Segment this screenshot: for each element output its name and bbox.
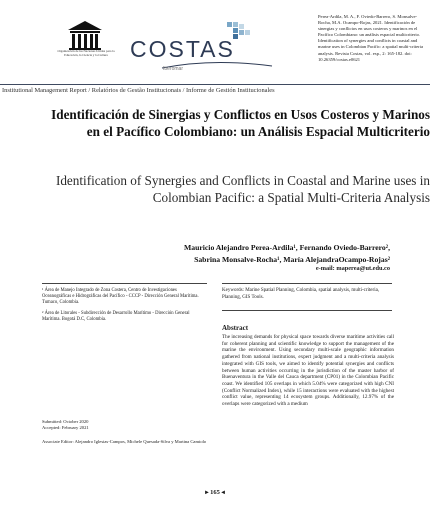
abstract-text: The increasing demands for physical space towards diverse maritime activities call for coherent planning and scientific knowledge to support the management of the marine the environment. Using secondary multi-scale geographic information gathered from national institutions, expert judgment and a multi-criteria analysis integrated with GIS tools, we aimed to identify potential synergies and conflicts between human activities occurring in the jurisdiction of the master harbor of Buenaventura in the Valle del Cauca department (CP01) in the Colombian Pacific coast. We identified 105 overlaps in which 5.04% were categorized with high CNI (Conflict Normalized Index), while 15 interactions were evaluated with the highest conflict value, representing 14 ecosystem groups. Additionally, 12.97% of the overlaps were categorized with a medium xyxy=(222,334,394,408)
costas-wordmark: COSTAS xyxy=(130,36,235,62)
submission-dates xyxy=(42,419,207,431)
citation-block: Perea-Ardila, M. A., F. Oviedo-Barrero, S. Monsalve-Rocha, M.A. Ocampo-Rojas, 2021. Identificación de sinergias y conflictos en usos costeros y marinos en el Pacífico Colombiano: un análisis espacial multicriterio. Identification of synergies and conflicts in coastal and marine uses in Colombian Pacific: a spatial multi-criteria analysis. Revista Costas, vol. esp., 2: 165-182. doi: 10.26359/costas.e0621 xyxy=(318,14,423,62)
submitted-date: Submitted: October 2020 xyxy=(42,419,89,424)
page-number: ▸ 165 ◂ xyxy=(205,489,225,496)
keywords-rule-bottom xyxy=(222,310,392,311)
keywords: Keywords: Marine Spatial Planning, Colombia, spatial analysis, multi-criteria, Planning, GIS Tools. xyxy=(222,288,380,300)
affiliations xyxy=(42,288,207,327)
header-divider xyxy=(0,84,430,85)
title-english: Identification of Synergies and Conflicts in Coastal and Marine uses in Colombian Pacific: a Spatial Multi-Criteria Analysis xyxy=(55,173,430,205)
contact-email: e-mail: maperea@ut.edu.co xyxy=(315,265,390,272)
iberomar-label: Iberomar xyxy=(163,66,184,72)
associate-editors: Associate Editor: Alejandro Iglesias-Campos, Michele Quesada-Silva y Martina Camiolo xyxy=(42,439,207,444)
abstract-heading: Abstract xyxy=(222,324,249,332)
authors-line-1: Mauricio Alejandro Perea-Ardila¹, Fernando Oviedo-Barrero², xyxy=(183,243,390,252)
authors-line-2: Sabrina Monsalve-Rocha¹, María AlejandraOcampo-Rojas² xyxy=(194,255,390,264)
affiliation-2: ² Área de Litorales - Subdirección de Desarrollo Marítimo - Dirección General Marítima. Bogotá D.C, Colombia. xyxy=(42,310,190,322)
affiliation-1: ¹ Área de Manejo Integrado de Zona Costera, Centro de Investigaciones Oceanográficas e Hidrográficas del Pacífico - CCCP - Dirección General Marítima. Tumaco, Colombia. xyxy=(42,288,199,306)
affiliation-rule xyxy=(42,283,207,284)
accepted-date: Accepted: February 2021 xyxy=(42,425,89,430)
report-series: Institutional Management Report / Relatórios de Gestão Institucionais / Informe de Gestión Institucionales xyxy=(2,87,275,94)
unesco-caption: Organización de las Naciones Unidas para la Educación, la Ciencia y la Cultura xyxy=(57,49,115,57)
keywords-rule-top xyxy=(222,283,392,284)
authors xyxy=(60,242,390,266)
title-spanish: Identificación de Sinergias y Conflictos en Usos Costeros y Marinos en el Pacífico Colombiano: un Análisis Espacial Multicriterio xyxy=(51,107,430,139)
